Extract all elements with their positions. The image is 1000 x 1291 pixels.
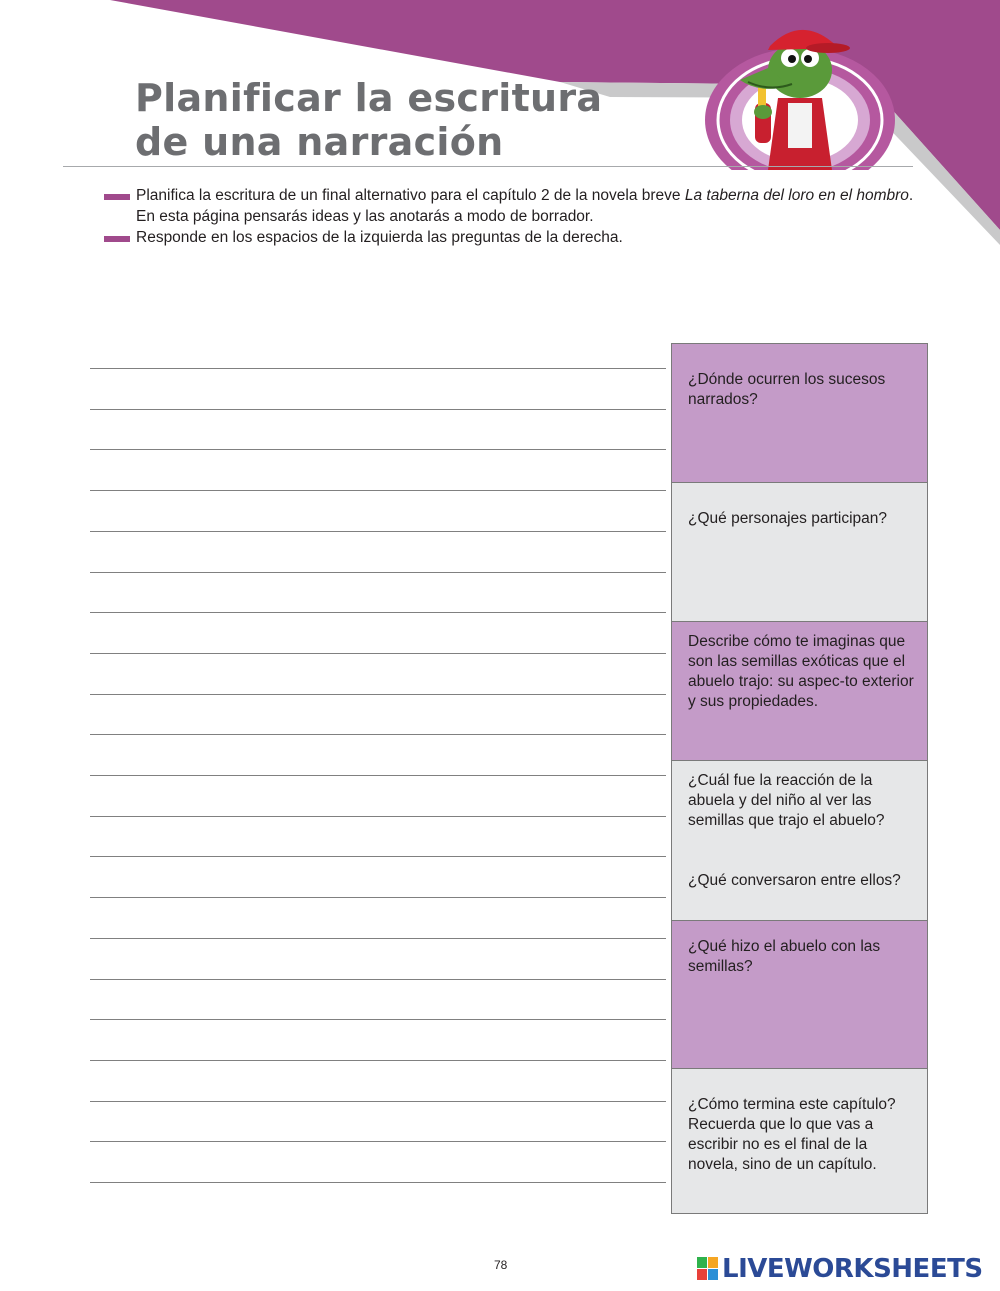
question-text: ¿Cuál fue la reacción de la abuela y del niño al ver las semillas que trajo el abuelo? [688,772,885,829]
answer-line[interactable] [90,531,666,532]
question-text-secondary: ¿Qué conversaron entre ellos? [688,872,901,889]
answer-line[interactable] [90,1060,666,1061]
brand-name: LIVEWORKSHEETS [722,1254,983,1284]
novel-title: La taberna del loro en el hombro [684,187,909,204]
instruction-1-text [136,185,924,227]
answer-line[interactable] [90,1101,666,1102]
question-text: ¿Cómo termina este capítulo? Recuerda que lo que vas a escribir no es el final de la novela, sino de un capítulo. [688,1096,896,1173]
instruction-1-part2: . En esta página pensarás ideas y las anotarás a modo de borrador. [136,187,914,225]
bullet-bar-icon [104,194,130,200]
title-divider [63,166,913,167]
answer-line[interactable] [90,1019,666,1020]
answer-line[interactable] [90,572,666,573]
question-cell-2 [672,482,927,621]
answer-line[interactable] [90,368,666,369]
question-text: Describe cómo te imaginas que son las semillas exóticas que el abuelo trajo: su aspec-to exterior y sus propiedades. [688,633,914,710]
question-cell-1 [672,344,927,482]
question-text: ¿Qué personajes participan? [688,510,888,527]
answer-line[interactable] [90,694,666,695]
answer-line[interactable] [90,409,666,410]
answer-line[interactable] [90,1141,666,1142]
question-cell-3 [672,621,927,760]
bullet-bar-icon [104,236,130,242]
answer-line[interactable] [90,897,666,898]
answer-line[interactable] [90,734,666,735]
question-text: ¿Dónde ocurren los sucesos narrados? [688,371,886,408]
answer-line[interactable] [90,653,666,654]
answer-line[interactable] [90,490,666,491]
liveworksheets-logo-icon [697,1257,719,1281]
crocodile-mascot-icon [700,8,915,170]
answer-line[interactable] [90,856,666,857]
questions-table [671,343,928,1214]
answer-line[interactable] [90,612,666,613]
instruction-2-text: Responde en los espacios de la izquierda las preguntas de la derecha. [136,229,623,246]
instruction-2 [104,227,924,248]
page-title [135,76,602,164]
question-cell-4 [672,760,927,920]
question-cell-5 [672,920,927,1068]
answer-line[interactable] [90,938,666,939]
answer-line[interactable] [90,979,666,980]
page-number: 78 [494,1258,508,1272]
question-cell-6 [672,1068,927,1213]
answer-line[interactable] [90,449,666,450]
answer-line[interactable] [90,1182,666,1183]
liveworksheets-logo[interactable] [697,1254,983,1284]
instruction-1 [104,185,924,227]
answer-line[interactable] [90,816,666,817]
title-line-2: de una narración [135,120,504,164]
title-line-1: Planificar la escritura [135,76,603,120]
answer-line[interactable] [90,775,666,776]
instruction-1-part1: Planifica la escritura de un final alternativo para el capítulo 2 de la novela breve [136,187,685,204]
question-text: ¿Qué hizo el abuelo con las semillas? [688,938,881,975]
